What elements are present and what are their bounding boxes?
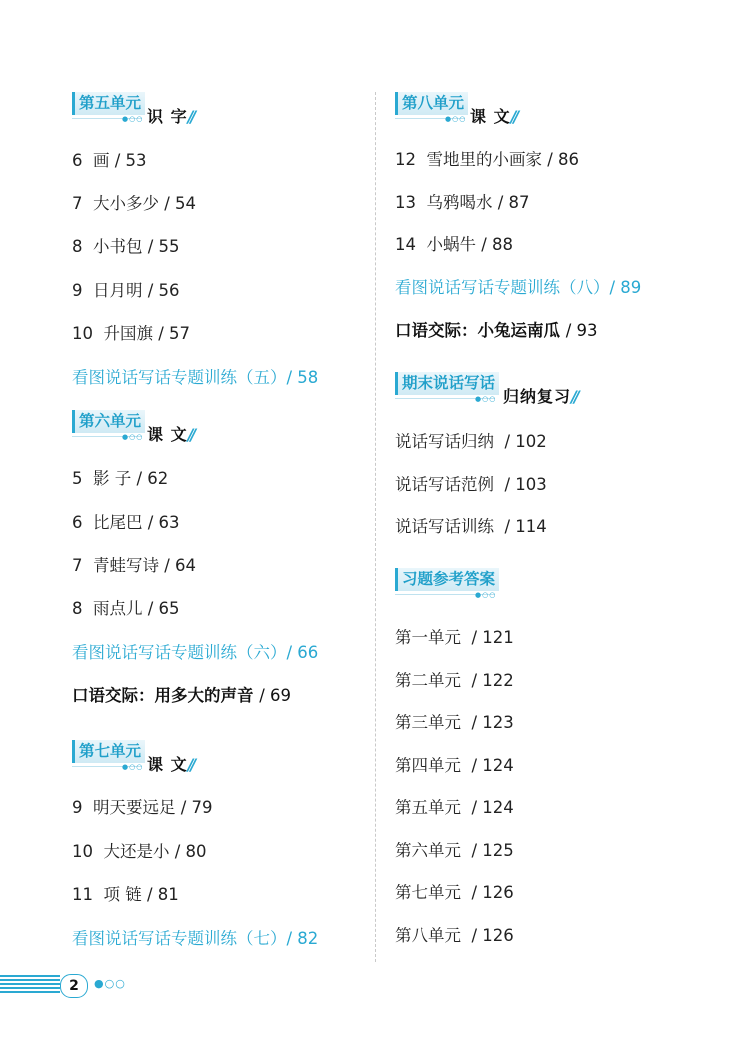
toc-practice-item[interactable]: 看图说话写话专题训练（五）/ 58 [72,368,319,387]
section-title-box: 期末说话写话 [395,372,499,395]
toc-item[interactable]: 7 大小多少 / 54 [72,194,197,213]
toc-item[interactable]: 8 小书包 / 55 [72,237,180,256]
section-label: 识 字// [147,107,194,126]
toc-oral-item[interactable]: 口语交际：用多大的声音 / 69 [72,686,292,705]
toc-item[interactable]: 第三单元 / 123 [395,713,514,732]
section-title-box: 第六单元 [72,410,145,433]
toc-item[interactable]: 10 升国旗 / 57 [72,324,191,343]
toc-item[interactable]: 第二单元 / 122 [395,671,514,690]
toc-item[interactable]: 8 雨点儿 / 65 [72,599,180,618]
section-label: 归纳复习// [503,387,577,406]
section-label: 课 文// [470,107,517,126]
decorative-dots-icon: ●○○ [122,433,144,441]
toc-item[interactable]: 9 日月明 / 56 [72,281,180,300]
decorative-dots-icon: ●○○ [445,115,467,123]
section-title-box: 第八单元 [395,92,468,115]
section-label: 课 文// [147,755,194,774]
decorative-dots-icon: ●○○ [122,763,144,771]
double-slash-icon: // [571,387,577,406]
toc-item[interactable]: 14 小蜗牛 / 88 [395,235,514,254]
double-slash-icon: // [187,425,194,444]
toc-practice-item[interactable]: 看图说话写话专题训练（八）/ 89 [395,278,642,297]
toc-item[interactable]: 11 项 链 / 81 [72,885,179,904]
column-divider [375,92,376,962]
toc-item[interactable]: 7 青蛙写诗 / 64 [72,556,197,575]
section-title-box: 第七单元 [72,740,145,763]
toc-item[interactable]: 6 画 / 53 [72,151,147,170]
footer-dots-icon: ●○○ [94,977,126,990]
toc-item[interactable]: 第五单元 / 124 [395,798,514,817]
double-slash-icon: // [187,755,194,774]
toc-oral-item[interactable]: 口语交际：小兔运南瓜 / 93 [395,321,598,340]
decorative-dots-icon: ●○○ [475,395,497,403]
toc-item[interactable]: 5 影 子 / 62 [72,469,169,488]
toc-item[interactable]: 9 明天要远足 / 79 [72,798,213,817]
toc-item[interactable]: 10 大还是小 / 80 [72,842,207,861]
toc-item[interactable]: 第八单元 / 126 [395,926,514,945]
toc-item[interactable]: 第四单元 / 124 [395,756,514,775]
section-label: 课 文// [147,425,194,444]
toc-item[interactable]: 12 雪地里的小画家 / 86 [395,150,580,169]
double-slash-icon: // [187,107,194,126]
decorative-dots-icon: ●○○ [122,115,144,123]
toc-practice-item[interactable]: 看图说话写话专题训练（六）/ 66 [72,643,319,662]
page-number: 2 [60,974,88,998]
section-title-box: 第五单元 [72,92,145,115]
toc-item[interactable]: 说话写话归纳 / 102 [395,432,547,451]
double-slash-icon: // [510,107,517,126]
toc-item[interactable]: 说话写话范例 / 103 [395,475,547,494]
toc-practice-item[interactable]: 看图说话写话专题训练（七）/ 82 [72,929,319,948]
footer-stripe-bar [0,975,60,995]
decorative-dots-icon: ●○○ [475,591,497,599]
toc-item[interactable]: 6 比尾巴 / 63 [72,513,180,532]
toc-item[interactable]: 说话写话训练 / 114 [395,517,547,536]
section-title-box: 习题参考答案 [395,568,499,591]
toc-item[interactable]: 13 乌鸦喝水 / 87 [395,193,530,212]
toc-item[interactable]: 第六单元 / 125 [395,841,514,860]
toc-item[interactable]: 第一单元 / 121 [395,628,514,647]
toc-item[interactable]: 第七单元 / 126 [395,883,514,902]
